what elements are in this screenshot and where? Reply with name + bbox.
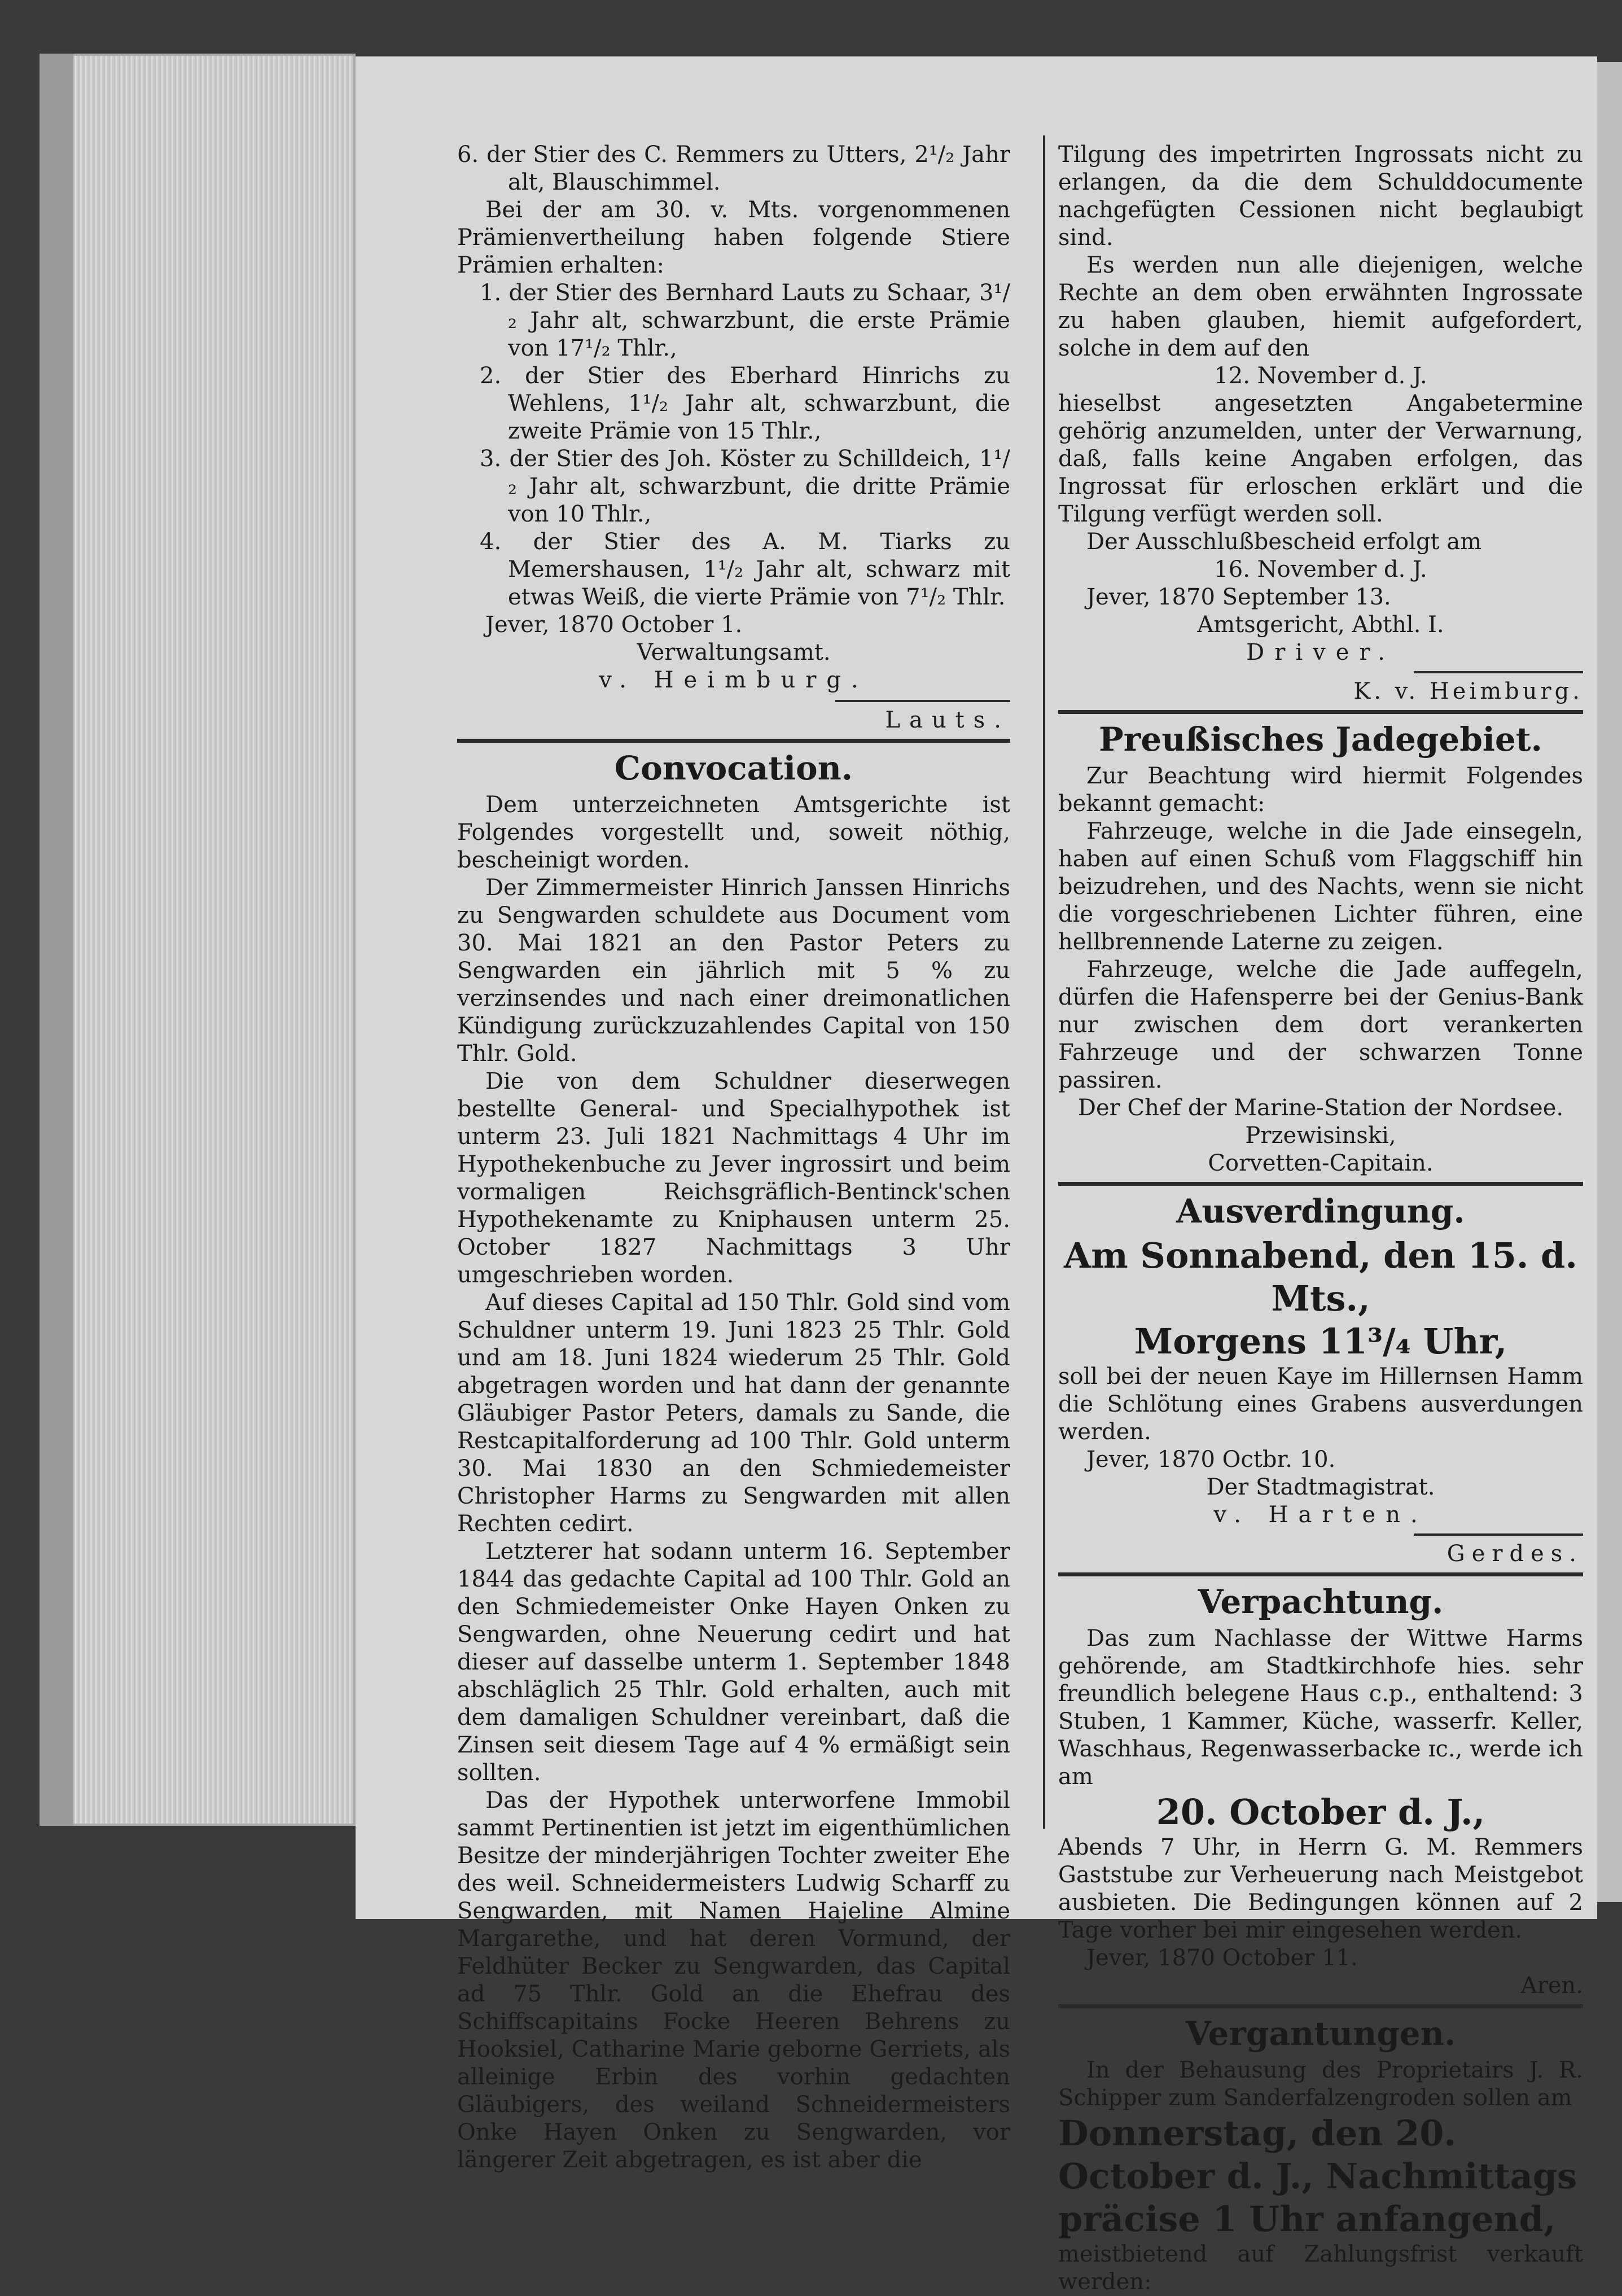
paragraph: 2. der Stier des Eberhard Hinrichs zu Wehlens, 1¹/₂ Jahr alt, schwarzbunt, die zweite Prämie von 15 Thlr., bbox=[480, 363, 1010, 444]
paragraph: Es werden nun alle diejenigen, welche Rechte an dem oben erwähnten Ingrossate zu haben glauben, hiemit aufgefordert, solche in dem auf den bbox=[1058, 252, 1583, 361]
section-rule bbox=[1058, 710, 1583, 714]
paragraph: Das zum Nachlasse der Wittwe Harms gehörende, am Stadtkirchhofe hies. sehr freundlich belegene Haus c.p., enthaltend: 3 Stuben, 1 Kammer, Küche, wasserfr. Keller, Waschhaus, Regenwasserbacke ɪc., werde ich am bbox=[1058, 1625, 1583, 1790]
paragraph: Der Zimmermeister Hinrich Janssen Hinrichs zu Sengwarden schuldete aus Document vom 30. Mai 1821 an den Pastor Peters zu Sengwarden ein jährlich mit 5 % zu verzinsendes und nach einer dreimonatlichen Kündigung zurückzuzahlendes Capital von 150 Thlr. Gold. bbox=[457, 875, 1010, 1067]
paragraph: 12. November d. J. bbox=[1214, 363, 1427, 389]
convocation-continuation bbox=[1058, 141, 1583, 667]
paragraph: Verwaltungsamt. bbox=[637, 639, 831, 665]
right-column bbox=[1058, 141, 1583, 2296]
facing-page-edge bbox=[1597, 62, 1622, 1902]
paragraph: Fahrzeuge, welche in die Jade einsegeln, haben auf einen Schuß vom Flaggschiff hin beizudrehen, und des Nachts, wenn sie nicht die vorgeschriebenen Lichter führen, eine hellbrennende Laterne zu zeigen. bbox=[1058, 818, 1583, 955]
section-rule bbox=[1058, 1572, 1583, 1576]
paragraph: In der Behausung des Proprietairs J. R. Schipper zum Sanderfalzengroden sollen am bbox=[1058, 2057, 1583, 2111]
paragraph: Driver. bbox=[1246, 639, 1395, 665]
paragraph: 16. November d. J. bbox=[1214, 557, 1427, 582]
verpachtung-body bbox=[1058, 1625, 1583, 1791]
ausverdingung-heading: Ausverdingung. bbox=[1176, 1192, 1465, 1230]
paragraph: Der Stadtmagistrat. bbox=[1206, 1474, 1435, 1500]
verpachtung-date: 20. October d. J., bbox=[1156, 1791, 1485, 1833]
paragraph: v. Heimburg. bbox=[599, 667, 869, 693]
notice-rule bbox=[1414, 1533, 1583, 1536]
paragraph: Jever, 1870 October 1. bbox=[485, 612, 743, 638]
paragraph: Corvetten-Capitain. bbox=[1208, 1150, 1434, 1176]
paragraph: Das der Hypothek unterworfene Immobil sammt Pertinentien ist jetzt im eigenthümlichen Besitze der minderjährigen Tochter zweiter Ehe des weil. Schneidermeisters Ludwig Scharff zu Sengwarden, mit Namen Hajeline Almine Margarethe, und hat deren Vormund, der Feldhüter Becker zu Sengwarden, das Capital ad 75 Thlr. Gold an die Ehefrau des Schiffscapitains Focke Heeren Behrens zu Hooksiel, Catharine Marie geborne Gerriets, als alleinige Erbin des vorhin gedachten Gläubigers, des weiland Schneidermeisters Onke Hayen Onken zu Sengwarden, vor längerer Zeit abgetragen, es ist aber die bbox=[457, 1787, 1010, 2173]
paragraph: Die von dem Schuldner dieserwegen bestellte General- und Specialhypothek ist unterm 23. Juli 1821 Nachmittags 4 Uhr im Hypothekenbuche zu Jever ingrossirt und beim vormaligen Reichsgräflich-Bentinck'schen Hypothekenamte zu Kniphausen unterm 25. October 1827 Nachmittags 3 Uhr umgeschrieben worden. bbox=[457, 1068, 1010, 1288]
column-divider bbox=[1043, 135, 1045, 1829]
verpachtung-heading: Verpachtung. bbox=[1198, 1583, 1444, 1621]
convocation-body bbox=[457, 791, 1010, 2174]
paragraph: Der Chef der Marine-Station der Nordsee. bbox=[1077, 1095, 1564, 1121]
paragraph: Tilgung des impetrirten Ingrossats nicht zu erlangen, da die dem Schulddocumente nachgefügten Cessionen nicht beglaubigt sind. bbox=[1058, 142, 1583, 251]
ausverdingung-body bbox=[1058, 1363, 1583, 1529]
book-page-edges bbox=[40, 54, 356, 1826]
paragraph: v. Harten. bbox=[1213, 1502, 1428, 1528]
ausverdingung-date: Am Sonnabend, den 15. d. Mts., bbox=[1064, 1235, 1577, 1319]
paragraph: Przewisinski, bbox=[1245, 1123, 1396, 1149]
section-rule bbox=[457, 739, 1010, 743]
section-rule bbox=[1058, 2004, 1583, 2008]
convocation-heading: Convocation. bbox=[614, 749, 853, 787]
paragraph: hieselbst angesetzten Angabetermine gehörig anzumelden, unter der Verwarnung, daß, falls keine Angaben erfolgen, das Ingrossat für erloschen erklärt und die Tilgung verfügt werden soll. bbox=[1058, 391, 1583, 527]
clerk-signature: K. v. Heimburg. bbox=[1353, 678, 1583, 704]
vergantungen-body-2 bbox=[1058, 2241, 1583, 2296]
paragraph: Amtsgericht, Abthl. I. bbox=[1197, 612, 1444, 638]
jade-heading: Preußisches Jadegebiet. bbox=[1099, 720, 1542, 759]
vergantungen-heading: Vergantungen. bbox=[1185, 2014, 1456, 2053]
paragraph: Bei der am 30. v. Mts. vorgenommenen Prämienvertheilung haben folgende Stiere Prämien erhalten: bbox=[457, 197, 1010, 278]
paragraph: 4. der Stier des A. M. Tiarks zu Memershausen, 1¹/₂ Jahr alt, schwarz mit etwas Weiß, die vierte Prämie von 7¹/₂ Thlr. bbox=[480, 529, 1010, 610]
livestock-notice bbox=[457, 141, 1010, 694]
paragraph: Jever, 1870 Octbr. 10. bbox=[1086, 1447, 1336, 1473]
paragraph: meistbietend auf Zahlungsfrist verkauft werden: bbox=[1058, 2241, 1583, 2295]
paragraph: 6. der Stier des C. Remmers zu Utters, 2¹/₂ Jahr alt, Blauschimmel. bbox=[457, 142, 1010, 195]
paragraph: Dem unterzeichneten Amtsgerichte ist Folgendes vorgestellt und, soweit nöthig, bescheinigt worden. bbox=[457, 792, 1010, 873]
clerk-signature: Lauts. bbox=[885, 707, 1010, 733]
vergantungen-body bbox=[1058, 2057, 1583, 2112]
paragraph: Fahrzeuge, welche die Jade auffegeln, dürfen die Hafensperre bei der Genius-Bank nur zwischen dem dort verankerten Fahrzeuge und der schwarzen Tonne passiren. bbox=[1058, 957, 1583, 1093]
paragraph: soll bei der neuen Kaye im Hillernsen Hamm die Schlötung eines Grabens ausverdungen werden. bbox=[1058, 1364, 1583, 1445]
paragraph: 3. der Stier des Joh. Köster zu Schilldeich, 1¹/₂ Jahr alt, schwarzbunt, die dritte Prämie von 10 Thlr., bbox=[480, 446, 1010, 527]
paragraph: Aren. bbox=[1520, 1973, 1583, 1999]
vergantungen-date: Donnerstag, den 20. October d. J., Nachmittags präcise 1 Uhr anfangend, bbox=[1058, 2113, 1577, 2240]
paragraph: Jever, 1870 October 11. bbox=[1086, 1945, 1358, 1971]
notice-rule bbox=[1414, 671, 1583, 673]
notice-rule bbox=[835, 700, 1010, 702]
paragraph: Auf dieses Capital ad 150 Thlr. Gold sind vom Schuldner unterm 19. Juni 1823 25 Thlr. Gold und am 18. Juni 1824 wiederum 25 Thlr. Gold abgetragen worden und hat dann der genannte Gläubiger Pastor Peters, damals zu Sande, die Restcapitalforderung ad 100 Thlr. Gold unterm 30. Mai 1830 an den Schmiedemeister Christopher Harms zu Sengwarden mit allen Rechten cedirt. bbox=[457, 1290, 1010, 1537]
paragraph: Letzterer hat sodann unterm 16. September 1844 das gedachte Capital ad 100 Thlr. Gold an den Schmiedemeister Onke Hayen Onken zu Sengwarden, ohne Neuerung cedirt und hat dieser auf dasselbe unterm 1. September 1848 abschläglich 25 Thlr. Gold erhalten, auch mit dem damaligen Schuldner vereinbart, daß die Zinsen seit diesem Tage auf 4 % ermäßigt sein sollten. bbox=[457, 1539, 1010, 1786]
paragraph: Jever, 1870 September 13. bbox=[1086, 584, 1391, 610]
paragraph: Abends 7 Uhr, in Herrn G. M. Remmers Gaststube zur Verheuerung nach Meistgebot ausbieten. Die Bedingungen können auf 2 Tage vorher bei mir eingesehen werden. bbox=[1058, 1834, 1583, 1943]
book-cover-edge bbox=[40, 54, 73, 1826]
verpachtung-body-2 bbox=[1058, 1834, 1583, 2000]
paragraph: Zur Beachtung wird hiermit Folgendes bekannt gemacht: bbox=[1058, 763, 1583, 817]
paragraph: Der Ausschlußbescheid erfolgt am bbox=[1086, 529, 1482, 555]
paragraph: 1. der Stier des Bernhard Lauts zu Schaar, 3¹/₂ Jahr alt, schwarzbunt, die erste Prämie von 17¹/₂ Thlr., bbox=[480, 280, 1010, 361]
ausverdingung-time: Morgens 11³/₄ Uhr, bbox=[1134, 1321, 1507, 1362]
left-column bbox=[457, 141, 1010, 2174]
clerk-signature: Gerdes. bbox=[1446, 1541, 1583, 1567]
section-rule bbox=[1058, 1182, 1583, 1186]
jade-body bbox=[1058, 763, 1583, 1177]
